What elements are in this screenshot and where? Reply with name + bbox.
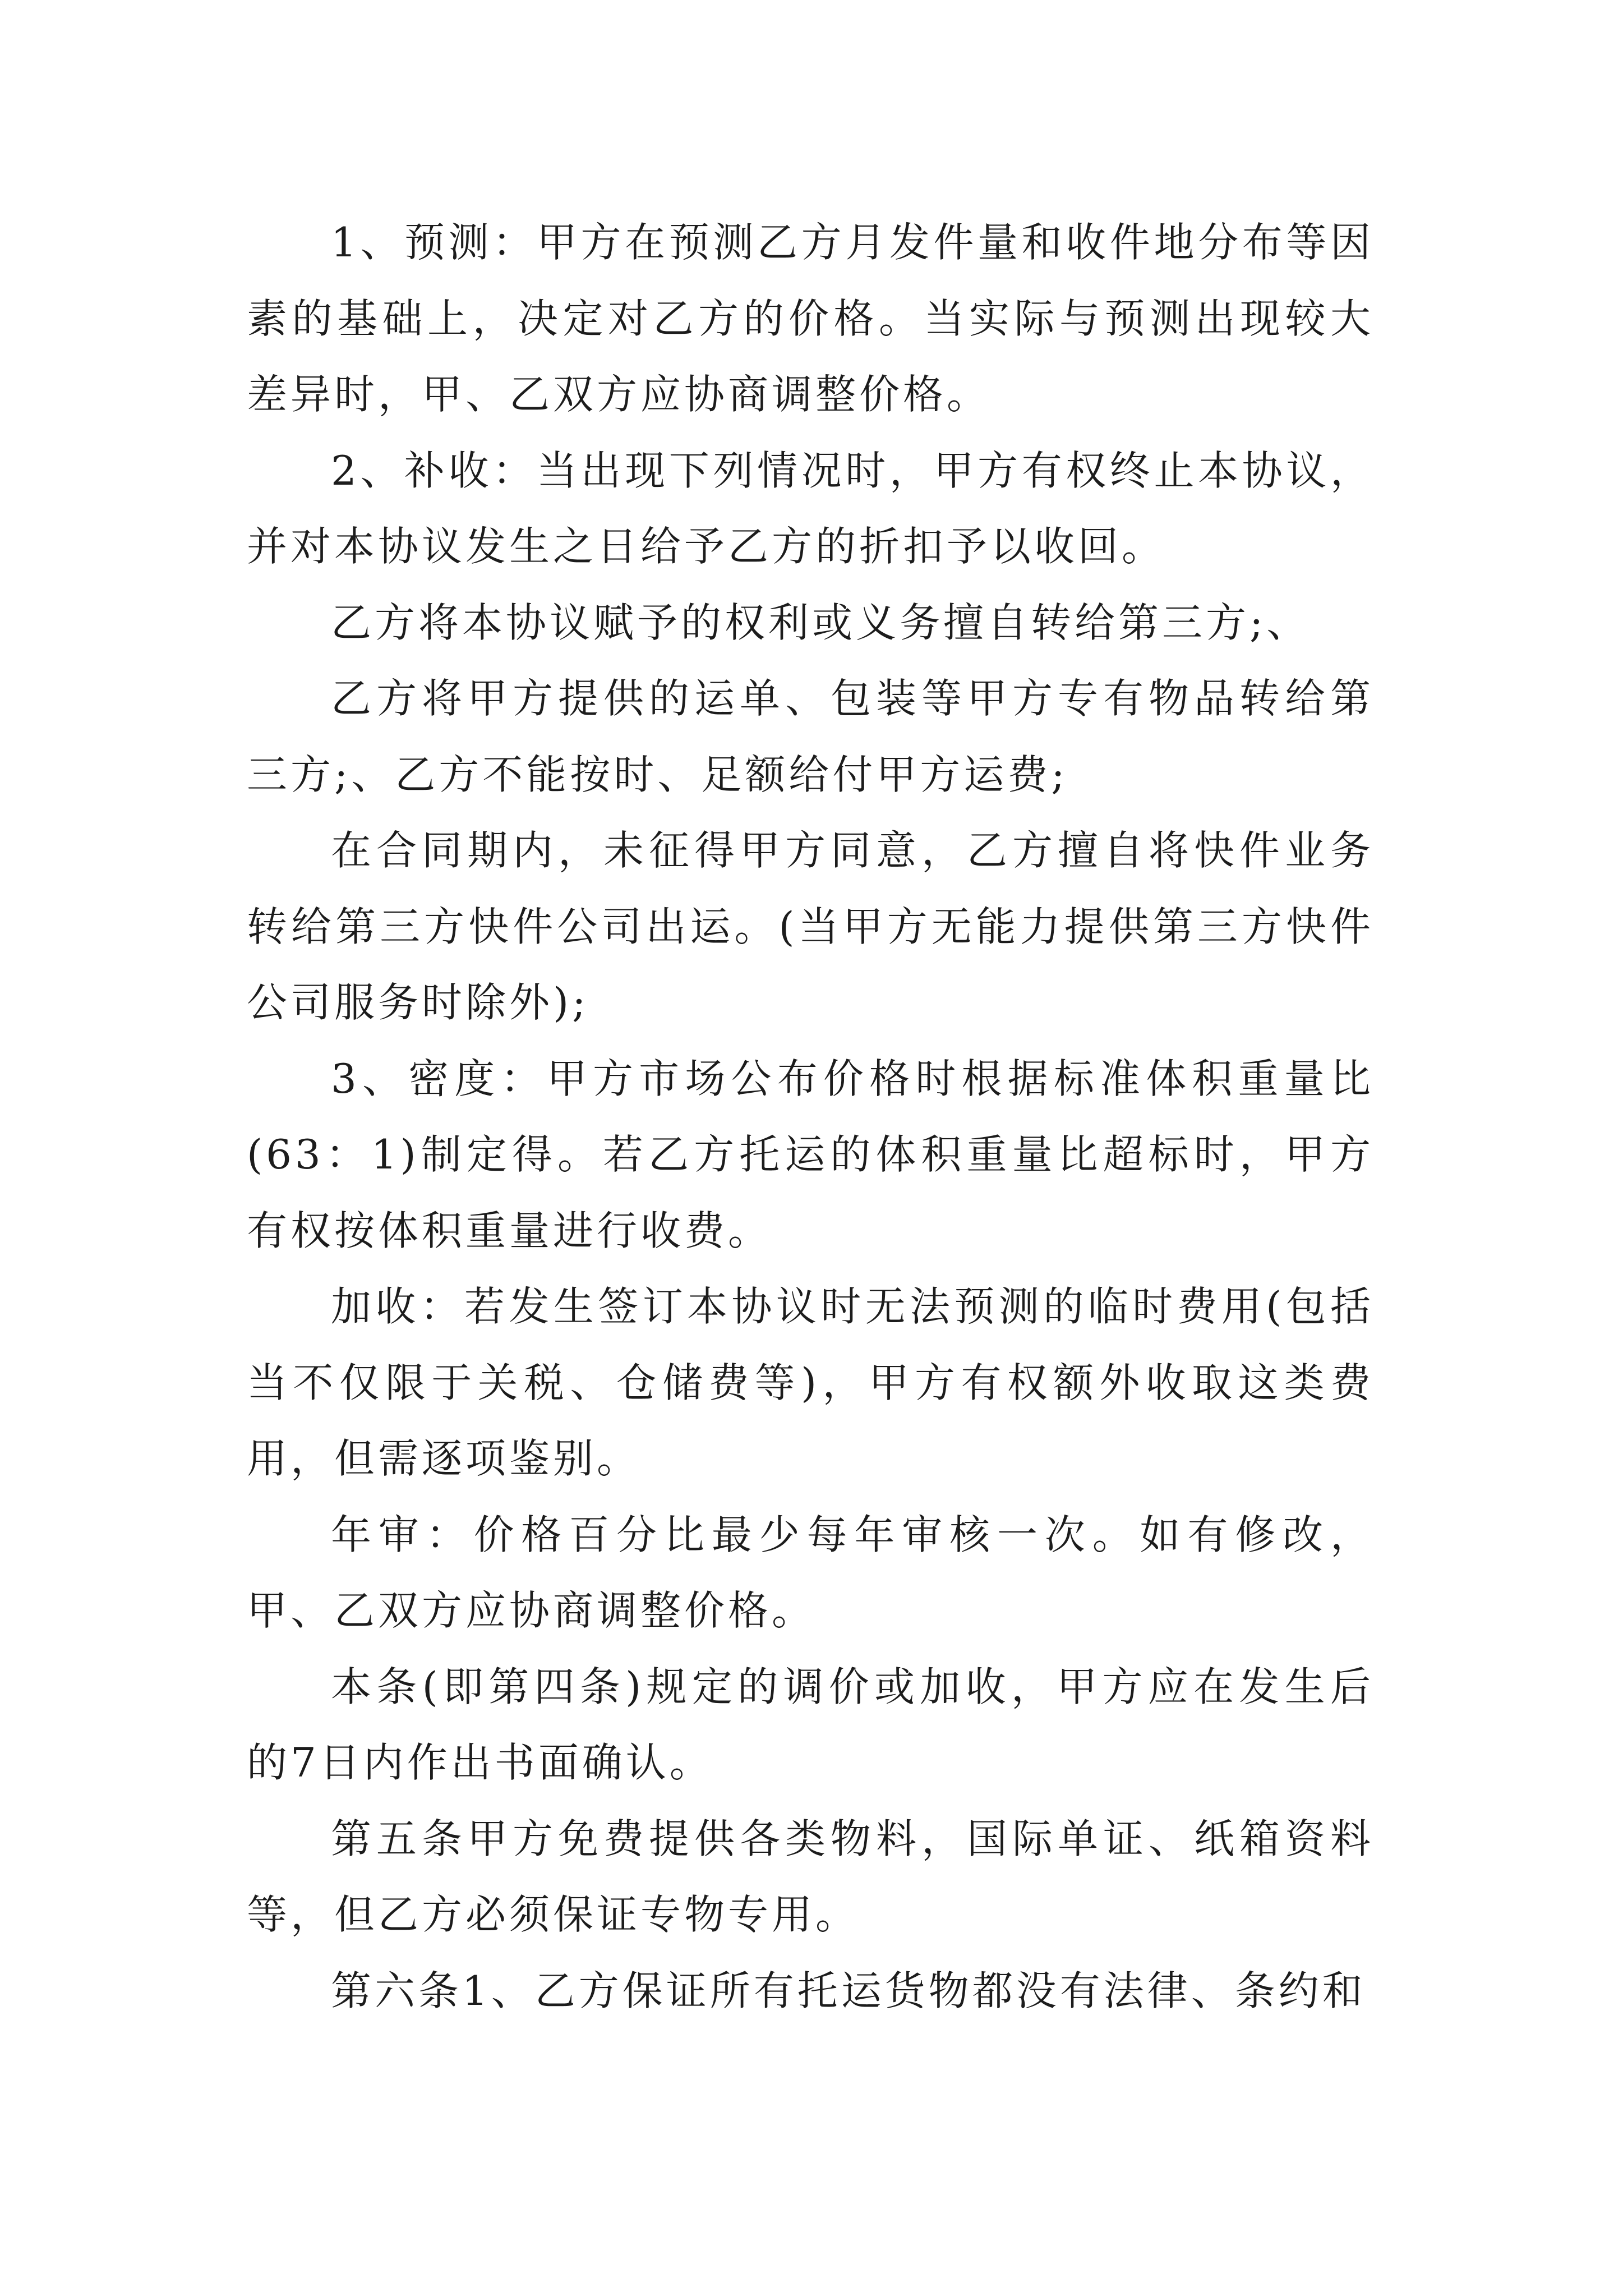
document-body xyxy=(247,205,1374,2029)
paragraph-forecast: 1、预测：甲方在预测乙方月发件量和收件地分布等因素的基础上，决定对乙方的价格。当实际与预测出现较大差异时，甲、乙双方应协商调整价格。 xyxy=(247,219,1374,418)
paragraph-extra-charge: 加收：若发生签订本协议时无法预测的临时费用(包括当不仅限于关税、仓储费等)，甲方有权额外收取这类费用，但需逐项鉴别。 xyxy=(247,1283,1374,1482)
paragraph-density: 3、密度：甲方市场公布价格时根据标准体积重量比(63：1)制定得。若乙方托运的体积重量比超标时，甲方有权按体积重量进行收费。 xyxy=(247,1055,1374,1254)
paragraph-article-five: 第五条甲方免费提供各类物料，国际单证、纸箱资料等，但乙方必须保证专物专用。 xyxy=(247,1815,1374,1938)
paragraph-confirmation: 本条(即第四条)规定的调价或加收，甲方应在发生后的7日内作出书面确认。 xyxy=(247,1663,1374,1786)
paragraph-article-six: 第六条1、乙方保证所有托运货物都没有法律、条约和 xyxy=(331,1967,1366,2014)
paragraph-supplementary-charge: 2、补收：当出现下列情况时，甲方有权终止本协议，并对本协议发生之日给予乙方的折扣予以收回。 xyxy=(247,447,1374,570)
paragraph-transfer-materials: 乙方将甲方提供的运单、包装等甲方专有物品转给第三方;、乙方不能按时、足额给付甲方运费; xyxy=(247,675,1374,798)
paragraph-transfer-rights: 乙方将本协议赋予的权利或义务擅自转给第三方;、 xyxy=(331,599,1311,646)
paragraph-annual-review: 年审：价格百分比最少每年审核一次。如有修改，甲、乙双方应协商调整价格。 xyxy=(247,1511,1374,1634)
paragraph-transfer-business: 在合同期内，未征得甲方同意，乙方擅自将快件业务转给第三方快件公司出运。(当甲方无能力提供第三方快件公司服务时除外); xyxy=(247,827,1374,1026)
